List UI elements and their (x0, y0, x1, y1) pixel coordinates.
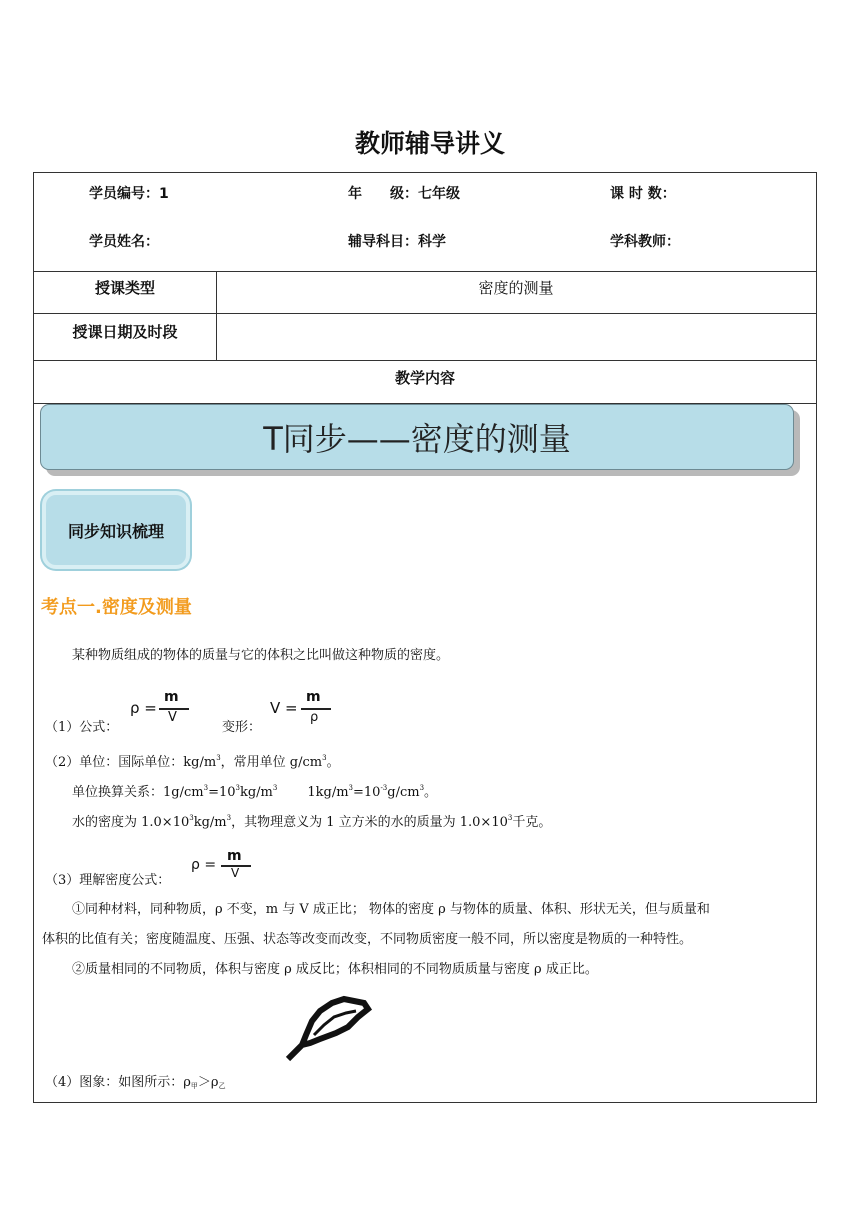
unit-exponent: 3 (419, 784, 425, 792)
understand-point-2: ②质量相同的不同物质，体积与密度 ρ 成反比；体积相同的不同物质质量与密度 ρ 成正比。 (72, 962, 598, 977)
understand-point-1a: ①同种材料，同种物质，ρ 不变，m 与 V 成正比； 物体的密度 ρ 与物体的质量、体积、形状无关，但与质量和 (72, 902, 710, 917)
density-graph-figure (284, 995, 384, 1070)
graph-subscript: 甲 (190, 1082, 198, 1090)
graph-subscript: 乙 (218, 1082, 226, 1090)
unit-text: ，其物理意义为 1 立方米的水的质量为 1.0×10 (231, 815, 508, 830)
unit-text: kg/m (239, 785, 273, 800)
unit-exponent: 3 (507, 814, 513, 822)
unit-exponent: 3 (348, 784, 353, 792)
divider (34, 271, 816, 272)
unit-exponent: 3 (272, 784, 278, 792)
section-heading: 考点一.密度及测量 (41, 597, 192, 618)
understand-formula (191, 848, 261, 888)
topic-banner: T同步——密度的测量 (40, 404, 794, 470)
unit-text: ，常用单位 g/cm (220, 755, 323, 770)
formula-numerator: m (164, 689, 179, 705)
unit-exponent: 3 (216, 754, 221, 762)
teacher: 学科教师： (610, 234, 680, 250)
formula-denominator: ρ (310, 710, 319, 725)
water-density-line (72, 809, 551, 832)
divider (34, 360, 816, 361)
graph-text: ＞ρ (197, 1075, 219, 1090)
unit-text: kg/m (193, 815, 227, 830)
unit-conversion-line (72, 779, 437, 802)
class-hours: 课 时 数： (610, 186, 676, 202)
unit-exponent: -3 (380, 784, 388, 792)
sync-knowledge-badge: 同步知识梳理 (42, 491, 190, 569)
student-name: 学员姓名： (89, 234, 159, 250)
content-label: 教学内容 (394, 369, 455, 387)
lesson-type-value: 密度的测量 (478, 279, 554, 297)
unit-text: 千克。 (512, 815, 552, 830)
lesson-date-label: 授课日期及时段 (72, 323, 178, 341)
formula-denominator: V (168, 710, 177, 725)
variant-formula (270, 691, 340, 731)
unit-text: 1kg/m (307, 785, 349, 800)
variant-label: 变形： (222, 720, 262, 735)
unit-text: 。 (424, 785, 438, 800)
graph-label (45, 1074, 226, 1095)
student-id: 学员编号：1 (89, 186, 169, 202)
density-formula (130, 691, 200, 731)
unit-line (45, 749, 340, 772)
understand-point-1b: 体积的比值有关；密度随温度、压强、状态等改变而改变，不同物质密度一般不同，所以密度是物质的一种特性。 (42, 932, 693, 947)
unit-text: =10 (353, 785, 381, 800)
unit-text: 单位换算关系：1g/cm (72, 785, 204, 800)
unit-exponent: 3 (226, 814, 232, 822)
graph-text: （4）图象：如图所示：ρ (45, 1075, 191, 1090)
unit-text: 。 (326, 755, 340, 770)
formula-lhs: ρ = (130, 699, 157, 717)
formula-lhs: V = (270, 699, 298, 717)
unit-exponent: 3 (322, 754, 327, 762)
unit-exponent: 3 (235, 784, 240, 792)
unit-exponent: 3 (203, 784, 209, 792)
understand-label: （3）理解密度公式： (45, 873, 171, 888)
unit-text: （2）单位：国际单位：kg/m (45, 755, 217, 770)
subject: 辅导科目：科学 (348, 234, 446, 250)
unit-text: 水的密度为 1.0×10 (72, 815, 190, 830)
formula-label: （1）公式： (45, 720, 119, 735)
divider (34, 313, 816, 314)
formula-numerator: m (306, 689, 321, 705)
unit-text: g/cm (387, 785, 420, 800)
page-title: 教师辅导讲义 (354, 129, 505, 158)
density-definition: 某种物质组成的物体的质量与它的体积之比叫做这种物质的密度。 (72, 648, 450, 663)
grade: 年 级：七年级 (348, 186, 460, 202)
formula-denominator: V (231, 866, 240, 880)
unit-text: =10 (208, 785, 236, 800)
lesson-type-label: 授课类型 (94, 279, 155, 297)
unit-exponent: 3 (189, 814, 194, 822)
lesson-table (33, 172, 817, 1103)
formula-lhs: ρ = (191, 857, 217, 873)
formula-numerator: m (227, 848, 242, 864)
